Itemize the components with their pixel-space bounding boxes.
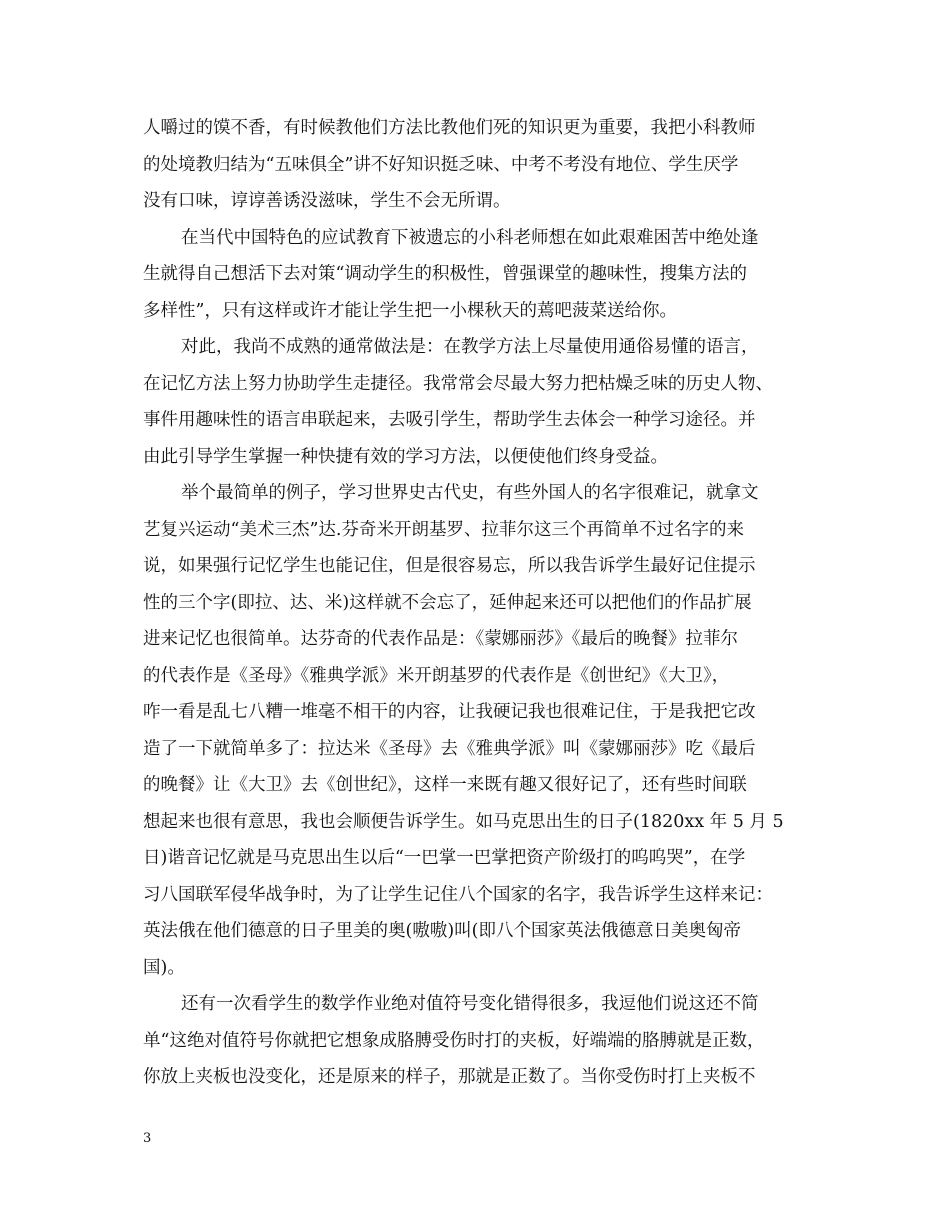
text-line: 日)谐音记忆就是马克思出生以后“一巴掌一巴掌把资产阶级打的呜呜哭”，在学: [143, 848, 746, 868]
text-line: 在当代中国特色的应试教育下被遗忘的小科老师想在如此艰难困苦中绝处逢: [181, 227, 759, 248]
text-line: 你放上夹板也没变化，还是原来的样子，那就是正数了。当你受伤时打上夹板不: [143, 1067, 756, 1087]
text-line: 人嚼过的馍不香，有时候教他们方法比教他们死的知识更为重要，我把小科教师: [143, 118, 756, 138]
text-line: 造了一下就简单多了：拉达米《圣母》去《雅典学派》叫《蒙娜丽莎》吃《最后: [143, 738, 756, 759]
text-line: 的处境教归结为“五味俱全”讲不好知识挺乏味、中考不考没有地位、学生厌学: [143, 154, 739, 175]
text-line: 英法俄在他们德意的日子里美的奥(嗷嗷)叫(即八个国家英法俄德意日美奥匈帝: [143, 921, 741, 941]
text-line: 举个最简单的例子，学习世界史古代史，有些外国人的名字很难记，就拿文: [181, 483, 759, 503]
text-line: 的晚餐》让《大卫》去《创世纪》，这样一来既有趣又很好记了，还有些时间联: [143, 775, 747, 795]
text-line: 国)。: [143, 957, 185, 978]
text-line: 由此引导学生掌握一种快捷有效的学习方法，以便使他们终身受益。: [143, 446, 668, 467]
text-line: 生就得自己想活下去对策“调动学生的积极性，曾强课堂的趣味性，搜集方法的: [143, 264, 747, 284]
text-line: 单“这绝对值符号你就把它想象成胳膊受伤时打的夹板，好端端的胳膊就是正数，: [143, 1030, 765, 1051]
text-line: 性的三个字(即拉、达、米)这样就不会忘了，延伸起来还可以把他们的作品扩展: [143, 592, 752, 613]
text-line: 习八国联军侵华战争时，为了让学生记住八个国家的名字，我告诉学生这样来记：: [143, 884, 773, 905]
text-line: 艺复兴运动“美术三杰”达.芬奇米开朗基罗、拉菲尔这三个再简单不过名字的来: [143, 519, 744, 540]
text-line: 想起来也很有意思，我也会顺便告诉学生。如马克思出生的日子(1820xx 年 5 月 5: [143, 811, 784, 832]
text-line: 对此，我尚不成熟的通常做法是：在教学方法上尽量使用通俗易懂的语言，: [181, 337, 759, 357]
text-line: 没有口味，谆谆善诱没滋味，学生不会无所谓。: [143, 191, 511, 211]
text-line: 咋一看是乱七八糟一堆毫不相干的内容，让我硬记我也很难记住，于是我把它改: [143, 702, 756, 722]
text-line: 还有一次看学生的数学作业绝对值符号变化错得很多，我逗他们说这还不简: [181, 994, 759, 1014]
body-text: [143, 110, 808, 1096]
text-line: 在记忆方法上努力协助学生走捷径。我常常会尽最大努力把枯燥乏味的历史人物、: [143, 373, 773, 394]
text-line: 进来记忆也很简单。达芬奇的代表作品是：《蒙娜丽莎》《最后的晚餐》拉菲尔: [143, 629, 738, 649]
text-line: 多样性”，只有这样或许才能让学生把一小棵秋天的蔫吧菠菜送给你。: [143, 300, 677, 321]
text-line: 说，如果强行记忆学生也能记住，但是很容易忘，所以我告诉学生最好记住提示: [143, 556, 756, 576]
text-line: 的代表作是《圣母》《雅典学派》米开朗基罗的代表作是《创世纪》《大卫》，: [143, 665, 730, 686]
text-line: 事件用趣味性的语言串联起来，去吸引学生，帮助学生去体会一种学习途径。并: [143, 410, 756, 430]
page-number: 3: [143, 1131, 152, 1146]
